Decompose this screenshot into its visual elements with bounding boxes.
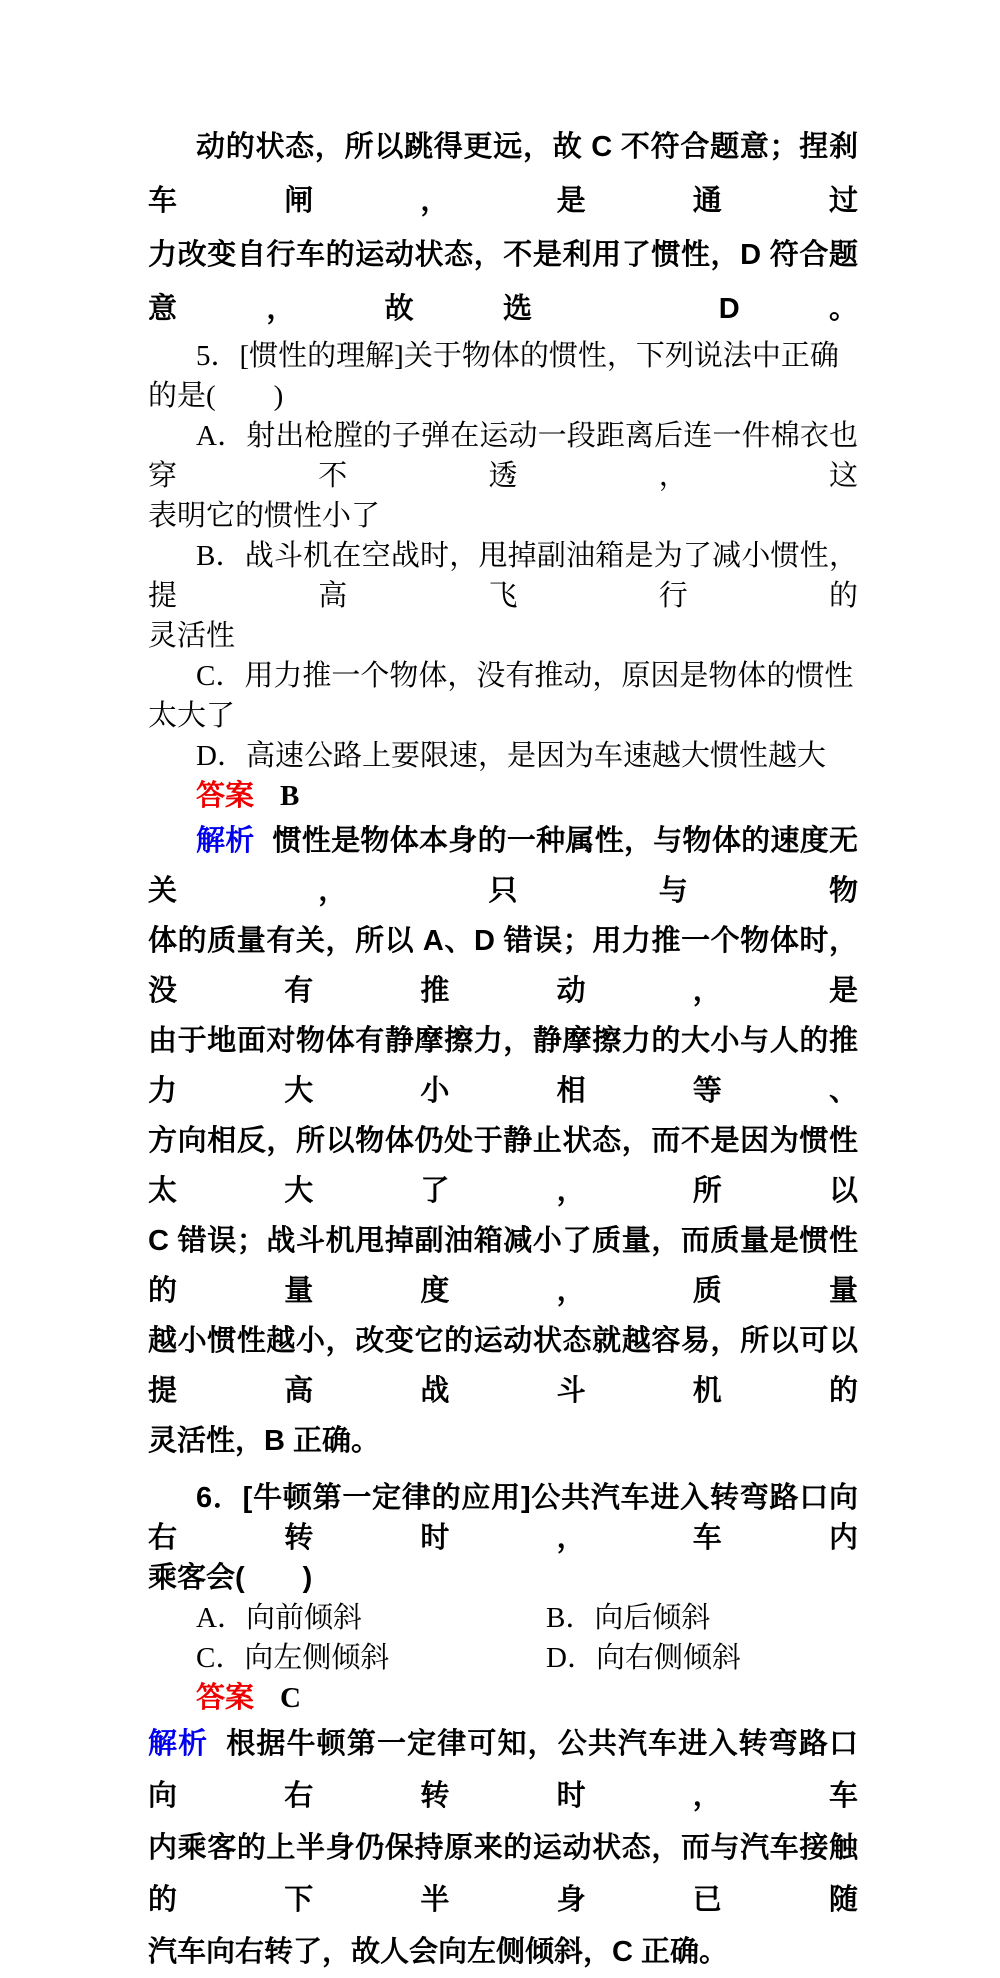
question-6-answer-row [148, 1678, 858, 1718]
question-5-option-b-cont: 灵活性 [148, 620, 236, 652]
carryover-analysis-line: 力改变自行车的运动状态，不是利用了惯性，D 符合题意，故选 D。 [148, 239, 858, 325]
analysis-text: 根据牛顿第一定律可知，公共汽车进入转弯路口向右转时，车 [148, 1728, 858, 1812]
question-6-options [148, 1598, 858, 1678]
question-5-option-b: B．战斗机在空战时，甩掉副油箱是为了减小惯性，提高飞行的 [148, 540, 858, 612]
analysis-label: 解析 [148, 1728, 209, 1760]
answer-value: B [280, 780, 300, 812]
analysis-line [148, 1718, 858, 1822]
answer-value: C [280, 1682, 301, 1714]
carryover-analysis [148, 120, 858, 336]
question-5-analysis [148, 816, 858, 1466]
analysis-text: 惯性是物体本身的一种属性，与物体的速度无关，只与物 [148, 825, 858, 907]
analysis-line: 内乘客的上半身仍保持原来的运动状态，而与汽车接触的下半身已随 [148, 1832, 858, 1916]
analysis-line: 越小惯性越小，改变它的运动状态就越容易，所以可以提高战斗机的 [148, 1325, 858, 1407]
worksheet-page [148, 120, 858, 1978]
answer-label: 答案 [196, 1682, 255, 1714]
question-6-option-c: C．向左侧倾斜 [196, 1642, 390, 1674]
answer-label: 答案 [196, 780, 255, 812]
question-5-answer-row [148, 776, 858, 816]
analysis-line [148, 816, 858, 916]
question-6-option-d: D．向右侧倾斜 [546, 1642, 741, 1674]
analysis-line: 由于地面对物体有静摩擦力，静摩擦力的大小与人的推力大小相等、 [148, 1025, 858, 1107]
analysis-label: 解析 [196, 825, 255, 857]
question-5-option-a: A．射出枪膛的子弹在运动一段距离后连一件棉衣也穿不透，这 [148, 420, 858, 492]
analysis-line: C 错误；战斗机甩掉副油箱减小了质量，而质量是惯性的量度，质量 [148, 1225, 858, 1307]
question-6-stem-cont: 乘客会( ) [148, 1562, 313, 1594]
question-5-option-d: D．高速公路上要限速，是因为车速越大惯性越大 [196, 740, 826, 772]
analysis-line: 体的质量有关，所以 A、D 错误；用力推一个物体时，没有推动，是 [148, 925, 858, 1007]
question-5 [148, 336, 858, 1466]
question-5-option-a-cont: 表明它的惯性小了 [148, 500, 381, 532]
question-5-stem: 5．[惯性的理解]关于物体的惯性，下列说法中正确的是( ) [148, 340, 839, 412]
question-6 [148, 1478, 858, 1978]
question-6-analysis [148, 1718, 858, 1978]
question-6-option-a: A．向前倾斜 [196, 1602, 362, 1634]
question-6-stem: 6．[牛顿第一定律的应用]公共汽车进入转弯路口向右转时，车内 [148, 1482, 858, 1554]
analysis-line: 方向相反，所以物体仍处于静止状态，而不是因为惯性太大了，所以 [148, 1125, 858, 1207]
carryover-analysis-line: 动的状态，所以跳得更远，故 C 不符合题意；捏刹车闸，是通过 [148, 131, 858, 217]
analysis-line: 汽车向右转了，故人会向左侧倾斜，C 正确。 [148, 1936, 729, 1968]
analysis-line: 灵活性，B 正确。 [148, 1425, 381, 1457]
question-5-option-c: C．用力推一个物体，没有推动，原因是物体的惯性太大了 [148, 660, 854, 732]
question-6-option-b: B．向后倾斜 [546, 1602, 711, 1634]
